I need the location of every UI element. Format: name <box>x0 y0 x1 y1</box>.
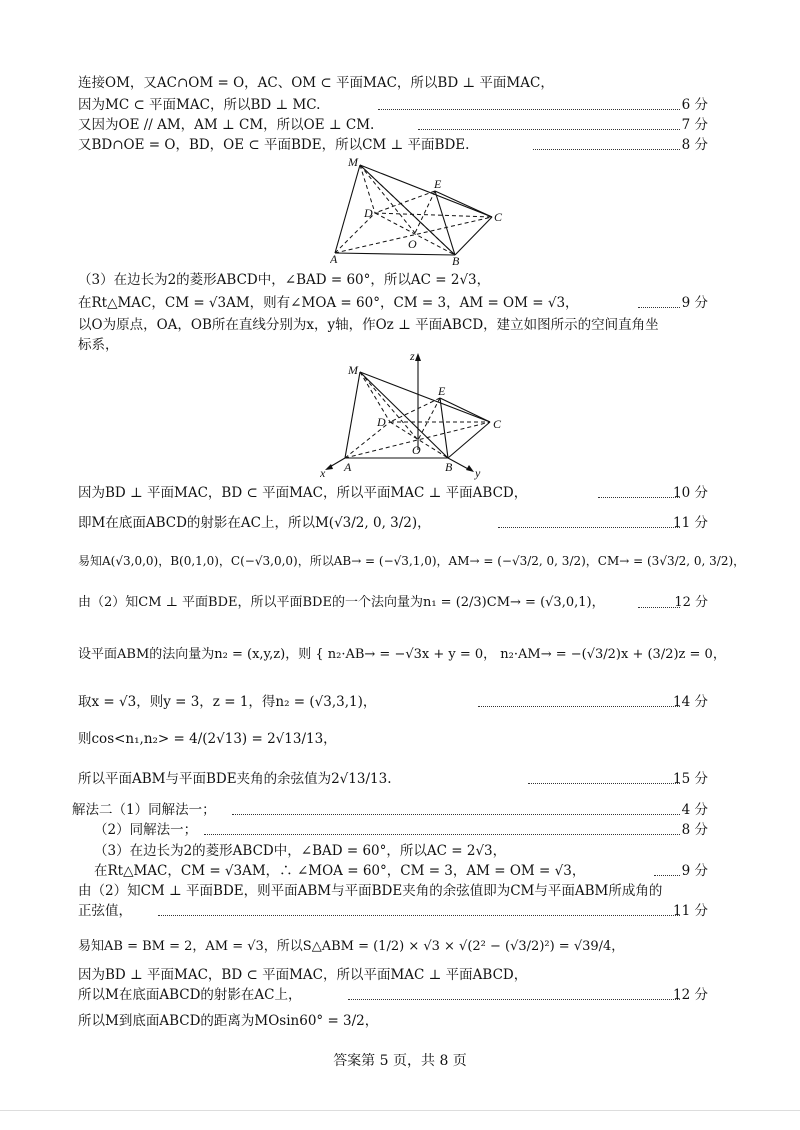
axis-label-x: x <box>320 466 326 480</box>
text-line <box>78 294 708 312</box>
line-text: （3）在边长为2的菱形ABCD中，∠BAD = 60°，所以AC = 2√3， <box>94 843 507 859</box>
leader-dots <box>478 706 680 707</box>
vertex-label-O: O <box>408 237 417 251</box>
text-line <box>78 594 708 612</box>
vertex-label-A: A <box>344 460 352 474</box>
line-text: 连接OM，又AC∩OM = O，AC、OM ⊂ 平面MAC，所以BD ⊥ 平面MAC， <box>78 75 554 91</box>
text-line <box>78 552 746 570</box>
text-line <box>78 74 708 92</box>
line-text: 因为BD ⊥ 平面MAC，BD ⊂ 平面MAC，所以平面MAC ⊥ 平面ABCD， <box>78 967 528 983</box>
vertex-label-M: M <box>348 155 358 169</box>
score-label: 12 分 <box>674 595 708 610</box>
line-text: 因为BD ⊥ 平面MAC，BD ⊂ 平面MAC，所以平面MAC ⊥ 平面ABCD， <box>78 485 528 501</box>
text-line <box>72 801 708 819</box>
vertex-label-E: E <box>438 384 446 398</box>
vertex-label-D: D <box>377 415 386 429</box>
line-text: 取x = √3，则y = 3，z = 1，得n₂ = (√3,3,1)， <box>78 694 377 710</box>
line-text: 所以M到底面ABCD的距离为MOsin60° = 3/2， <box>78 1013 379 1029</box>
axis-label-y: y <box>475 466 481 480</box>
text-line <box>78 966 708 984</box>
text-line <box>78 136 708 154</box>
line-text: 在Rt△MAC，CM = √3AM，∴ ∠MOA = 60°，CM = 3，AM = OM = √3， <box>94 863 586 879</box>
score-label: 11 分 <box>673 515 708 531</box>
vertex-label-M: M <box>348 363 358 377</box>
page-footer: 答案第 5 页，共 8 页 <box>333 1053 467 1069</box>
line-text: 正弦值， <box>78 903 132 919</box>
line-text: 所以平面ABM与平面BDE夹角的余弦值为2√13/13. <box>78 771 392 787</box>
leader-dots <box>598 497 680 498</box>
leader-dots <box>378 109 680 110</box>
vertex-label-A: A <box>330 252 338 266</box>
coordinate-figure-2 <box>320 350 530 480</box>
line-text: （3）在边长为2的菱形ABCD中，∠BAD = 60°，所以AC = 2√3， <box>78 272 491 288</box>
score-label: 8 分 <box>681 822 708 838</box>
score-label: 6 分 <box>681 97 708 113</box>
leader-dots <box>533 149 680 150</box>
vertex-label-C: C <box>494 210 503 224</box>
text-line <box>78 882 708 900</box>
line-text: 以O为原点，OA，OB所在直线分别为x，y轴，作Oz ⊥ 平面ABCD，建立如图所示的空间直角坐 <box>78 317 659 333</box>
line-text: 设平面ABM的法向量为n₂ = (x,y,z)，则 { n₂·AB→ = −√3x + y = 0， n₂·AM→ = −(√3/2)x + (3/2)z = 0， <box>78 647 726 662</box>
text-line <box>78 646 726 664</box>
score-label: 10 分 <box>673 485 708 501</box>
vertex-label-E: E <box>434 177 442 191</box>
leader-dots <box>232 814 680 815</box>
line-text: 解法二（1）同解法一； <box>72 802 216 818</box>
text-line <box>94 862 708 880</box>
line-text: 由（2）知CM ⊥ 平面BDE，则平面ABM与平面BDE夹角的余弦值即为CM与平面ABM所成角的 <box>78 883 663 899</box>
line-text: （2）同解法一； <box>94 822 198 838</box>
score-label: 9 分 <box>681 863 708 879</box>
score-label: 14 分 <box>673 694 708 710</box>
text-line <box>78 902 708 920</box>
text-line <box>78 96 708 114</box>
text-line <box>78 986 708 1004</box>
line-text: 易知AB = BM = 2，AM = √3，所以S△ABM = (1/2) × √3 × √(2² − (√3/2)²) = √39/4， <box>78 939 625 954</box>
line-text: 因为MC ⊂ 平面MAC，所以BD ⊥ MC. <box>78 97 321 113</box>
score-label: 11 分 <box>673 903 708 919</box>
line-text: 即M在底面ABCD的射影在AC上，所以M(√3/2, 0, 3/2)， <box>78 515 431 531</box>
vertex-label-O: O <box>412 443 421 457</box>
text-line <box>78 693 708 711</box>
text-line <box>94 842 708 860</box>
vertex-label-B: B <box>445 460 453 474</box>
axis-label-z: z <box>410 350 415 363</box>
line-text: 所以M在底面ABCD的射影在AC上， <box>78 987 302 1003</box>
line-text: 又因为OE // AM，AM ⊥ CM，所以OE ⊥ CM. <box>78 117 375 133</box>
score-label: 4 分 <box>681 802 708 818</box>
line-text: 则cos<n₁,n₂> = 4/(2√13) = 2√13/13， <box>78 731 337 747</box>
text-line <box>94 821 708 839</box>
text-line <box>78 316 708 334</box>
text-line <box>78 514 708 532</box>
line-text: 又BD∩OE = O，BD，OE ⊂ 平面BDE，所以CM ⊥ 平面BDE. <box>78 137 470 153</box>
leader-dots <box>158 915 680 916</box>
score-label: 9 分 <box>681 295 708 311</box>
line-text: 由（2）知CM ⊥ 平面BDE，所以平面BDE的一个法向量为n₁ = (2/3)CM→ = (√3,0,1)， <box>78 595 605 610</box>
leader-dots <box>204 834 680 835</box>
leader-dots <box>528 783 680 784</box>
line-text: 在Rt△MAC，CM = √3AM，则有∠MOA = 60°，CM = 3，AM = OM = √3， <box>78 295 579 311</box>
score-label: 7 分 <box>681 117 708 133</box>
score-label: 8 分 <box>681 137 708 153</box>
text-line <box>78 938 708 956</box>
text-line <box>78 271 708 289</box>
text-line <box>78 770 708 788</box>
score-label: 15 分 <box>673 771 708 787</box>
vertex-label-D: D <box>364 206 373 220</box>
leader-dots <box>498 527 680 528</box>
bottom-divider <box>0 1110 800 1111</box>
vertex-label-B: B <box>452 254 460 267</box>
vertex-label-C: C <box>493 417 502 431</box>
text-line <box>78 484 708 502</box>
leader-dots <box>348 999 680 1000</box>
leader-dots <box>654 875 680 876</box>
score-label: 12 分 <box>673 987 708 1003</box>
leader-dots <box>638 307 680 308</box>
leader-dots <box>418 129 680 130</box>
text-line <box>78 1012 708 1030</box>
line-text: 标系， <box>78 337 119 353</box>
text-line <box>78 730 708 748</box>
text-line <box>78 116 708 134</box>
pyramid-figure-1 <box>330 155 520 267</box>
line-text: 易知A(√3,0,0)，B(0,1,0)，C(−√3,0,0)，所以AB→ = (−√3,1,0)，AM→ = (−√3/2, 0, 3/2)，CM→ = (3√3/2, 0, 3/2)， <box>78 554 746 568</box>
